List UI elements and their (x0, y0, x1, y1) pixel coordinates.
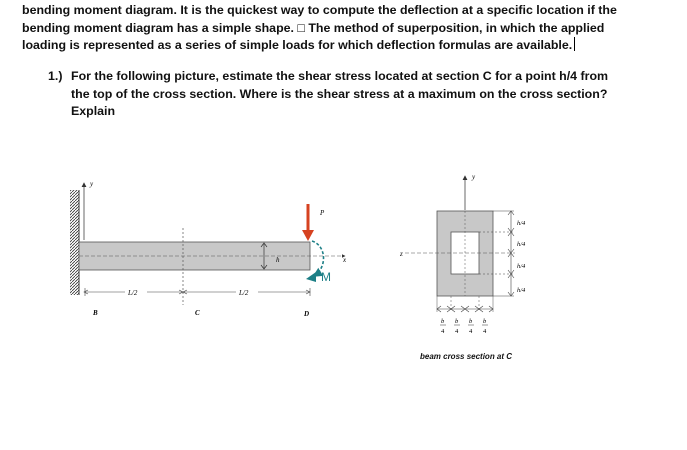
b-fraction (482, 318, 488, 335)
point-b-label: B (93, 309, 98, 317)
svg-text:b: b (483, 318, 487, 325)
b-fraction (454, 318, 460, 335)
svg-text:4: 4 (483, 328, 487, 335)
question-line: Explain (71, 104, 116, 118)
question-line: For the following picture, estimate the shear stress located at section C for a point h/4 from (71, 69, 609, 83)
question-line: the top of the cross section. Where is the shear stress at a maximum on the cross section? (71, 86, 608, 101)
b-fraction (468, 318, 474, 335)
intro-line: loading is represented as a series of simple loads for which deflection formulas are available. (22, 37, 672, 55)
section-caption: beam cross section at C (420, 352, 513, 361)
span-label-right: L/2 (239, 289, 249, 297)
section-y-label: y (472, 173, 476, 181)
height-label: h (276, 256, 280, 264)
h-div-label: h/4 (517, 220, 526, 227)
h-div-label: h/4 (517, 263, 526, 270)
fixed-wall (70, 190, 79, 295)
svg-text:b: b (469, 318, 473, 325)
h-div-label: h/4 (517, 287, 526, 294)
point-d-label: D (304, 310, 310, 318)
intro-line: bending moment diagram. It is the quickest way to compute the deflection at a specific location if the (22, 3, 617, 17)
intro-line: bending moment diagram has a simple shape. □ The method of superposition, in which the applied (22, 20, 605, 35)
b-fraction (440, 318, 446, 335)
svg-text:4: 4 (469, 328, 473, 335)
beam-y-label: y (90, 180, 94, 188)
moment-label: M (321, 270, 331, 284)
span-label-left: L/2 (128, 289, 138, 297)
moment-arrowhead (306, 272, 316, 282)
load-arrowhead (302, 230, 314, 241)
load-label: P (320, 209, 325, 217)
h-div-label: h/4 (517, 241, 526, 248)
point-c-label: C (195, 309, 200, 317)
svg-text:4: 4 (441, 328, 445, 335)
section-z-label: z (400, 250, 403, 258)
svg-text:4: 4 (455, 328, 459, 335)
svg-text:b: b (455, 318, 459, 325)
svg-text:b: b (441, 318, 445, 325)
beam-x-label: x (343, 256, 347, 264)
question-number: 1.) (48, 69, 63, 83)
